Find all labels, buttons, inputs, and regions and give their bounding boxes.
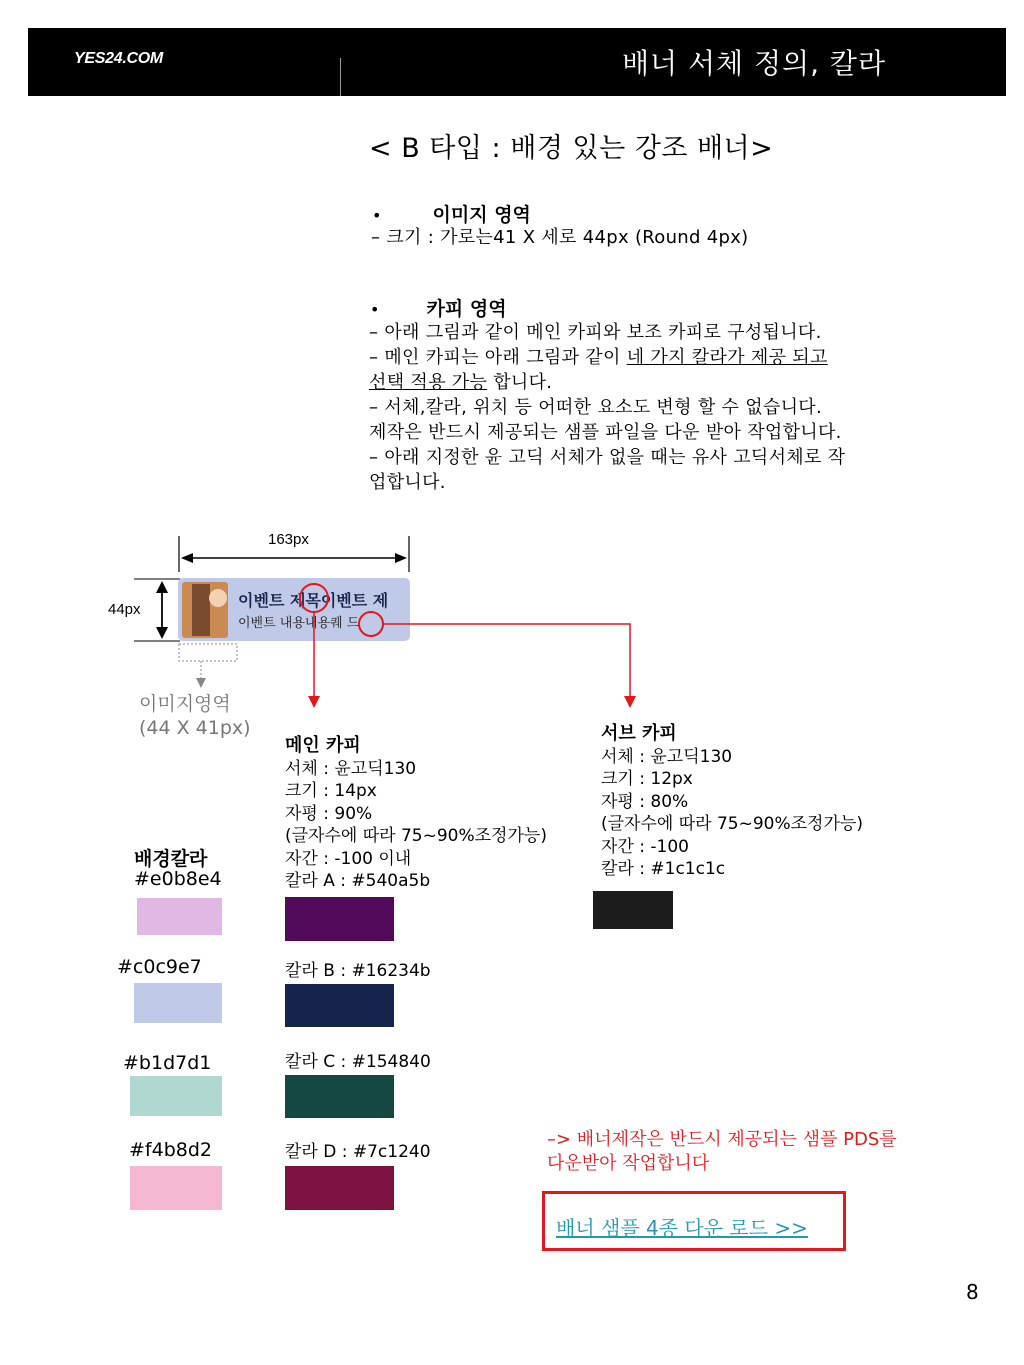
spec-line: 칼라 A : #540a5b bbox=[285, 871, 431, 891]
main-color-c-label: 칼라 C : #154840 bbox=[285, 1052, 431, 1072]
copy-area-heading: 카피 영역 bbox=[426, 298, 507, 320]
page-number: 8 bbox=[966, 1280, 979, 1304]
image-area-outline bbox=[179, 644, 237, 661]
spec-line: 서체 : 윤고딕130 bbox=[601, 746, 733, 767]
main-copy-heading: 메인 카피 bbox=[285, 735, 361, 756]
banner-diagram bbox=[0, 520, 700, 720]
bg-color-hex: #e0b8e4 bbox=[134, 868, 222, 890]
image-area-section bbox=[372, 200, 531, 227]
underlined-text: 선택 적용 가능 bbox=[369, 372, 488, 393]
sub-copy-heading: 서브 카피 bbox=[601, 723, 677, 744]
main-copy-spec bbox=[285, 735, 547, 893]
main-swatch-b bbox=[285, 984, 394, 1027]
arrow-down-icon bbox=[624, 696, 636, 708]
spec-line: 자평 : 90% bbox=[285, 803, 373, 824]
banner-sub-copy: 이벤트 내용내용퀘 드 bbox=[238, 616, 360, 631]
sub-copy-spec bbox=[601, 723, 863, 881]
banner-image-figure bbox=[192, 584, 210, 636]
image-area-label-line: (44 X 41px) bbox=[139, 717, 251, 739]
copy-text: – 메인 카피는 아래 그림과 같이 bbox=[369, 347, 627, 368]
page-title: 배너 서체 정의, 칼라 bbox=[622, 47, 886, 80]
main-color-d-label: 칼라 D : #7c1240 bbox=[285, 1142, 431, 1162]
copy-line: 제작은 반드시 제공되는 샘플 파일을 다운 받아 작업합니다. bbox=[369, 422, 842, 443]
bg-swatch-lilac bbox=[137, 898, 222, 935]
yes24-logo: YES24.COM bbox=[74, 50, 163, 67]
spec-line: 자평 : 80% bbox=[601, 791, 689, 812]
main-color-b-label: 칼라 B : #16234b bbox=[285, 961, 431, 981]
background-color-heading: 배경칼라 bbox=[134, 848, 208, 870]
bullet-icon: • bbox=[370, 300, 380, 319]
image-area-label bbox=[139, 692, 251, 740]
copy-text: 합니다. bbox=[487, 372, 553, 393]
download-samples-link[interactable]: 배너 샘플 4종 다운 로드 >> bbox=[556, 1216, 808, 1240]
header-bar bbox=[28, 28, 1006, 96]
banner-image-badge bbox=[209, 589, 227, 607]
spec-line: 칼라 : #1c1c1c bbox=[601, 859, 726, 879]
header-divider bbox=[340, 58, 341, 96]
spec-line: 자간 : -100 bbox=[601, 836, 689, 857]
spec-line: (글자수에 따라 75~90%조정가능) bbox=[601, 814, 863, 834]
arrow-down-icon bbox=[308, 696, 320, 708]
arrow-up-icon bbox=[156, 581, 168, 593]
spec-line: 크기 : 12px bbox=[601, 769, 693, 789]
copy-line bbox=[369, 370, 969, 395]
arrow-down-icon bbox=[196, 678, 206, 688]
copy-line: – 서체,칼라, 위치 등 어떠한 요소도 변형 할 수 없습니다. bbox=[369, 397, 823, 418]
copy-line: 업합니다. bbox=[369, 472, 446, 493]
arrow-left-icon bbox=[181, 553, 193, 563]
main-swatch-c bbox=[285, 1075, 394, 1118]
notice-text bbox=[547, 1128, 897, 1176]
sub-swatch bbox=[593, 891, 673, 929]
image-area-label-line: 이미지영역 bbox=[139, 693, 231, 715]
bg-swatch-blue bbox=[134, 983, 222, 1023]
section-title: < B 타입 : 배경 있는 강조 배너> bbox=[369, 133, 774, 164]
notice-line: 다운받아 작업합니다 bbox=[547, 1153, 710, 1174]
copy-line bbox=[369, 345, 969, 370]
arrow-right-icon bbox=[395, 553, 407, 563]
spec-line: 서체 : 윤고딕130 bbox=[285, 758, 417, 779]
copy-line: – 아래 그림과 같이 메인 카피와 보조 카피로 구성됩니다. bbox=[369, 322, 822, 343]
spec-line: (글자수에 따라 75~90%조정가능) bbox=[285, 826, 547, 846]
underlined-text: 네 가지 칼라가 제공 되고 bbox=[626, 347, 828, 368]
arrow-down-icon bbox=[156, 627, 168, 639]
bullet-icon: • bbox=[372, 206, 382, 225]
banner-main-copy: 이벤트 제목이벤트 제 bbox=[238, 591, 389, 610]
width-label: 163px bbox=[268, 531, 309, 548]
sub-copy-connector bbox=[383, 624, 630, 698]
image-area-heading: 이미지 영역 bbox=[432, 204, 531, 226]
bg-color-hex: #f4b8d2 bbox=[129, 1139, 212, 1161]
bg-swatch-mint bbox=[130, 1076, 222, 1116]
image-area-size-text: – 크기 : 가로는41 X 세로 44px (Round 4px) bbox=[371, 227, 749, 248]
main-swatch-d bbox=[285, 1166, 394, 1210]
copy-line: – 아래 지정한 윤 고딕 서체가 없을 때는 유사 고딕서체로 작 bbox=[369, 447, 846, 468]
copy-area-body bbox=[369, 320, 969, 495]
notice-line: –> 배너제작은 반드시 제공되는 샘플 PDS를 bbox=[547, 1129, 897, 1150]
bg-swatch-pink bbox=[130, 1166, 222, 1210]
main-swatch-a bbox=[285, 897, 394, 941]
height-label: 44px bbox=[108, 601, 141, 618]
spec-line: 크기 : 14px bbox=[285, 781, 377, 801]
spec-line: 자간 : -100 이내 bbox=[285, 848, 412, 869]
bg-color-hex: #c0c9e7 bbox=[117, 956, 202, 978]
copy-area-section bbox=[370, 294, 507, 321]
bg-color-hex: #b1d7d1 bbox=[123, 1052, 212, 1074]
